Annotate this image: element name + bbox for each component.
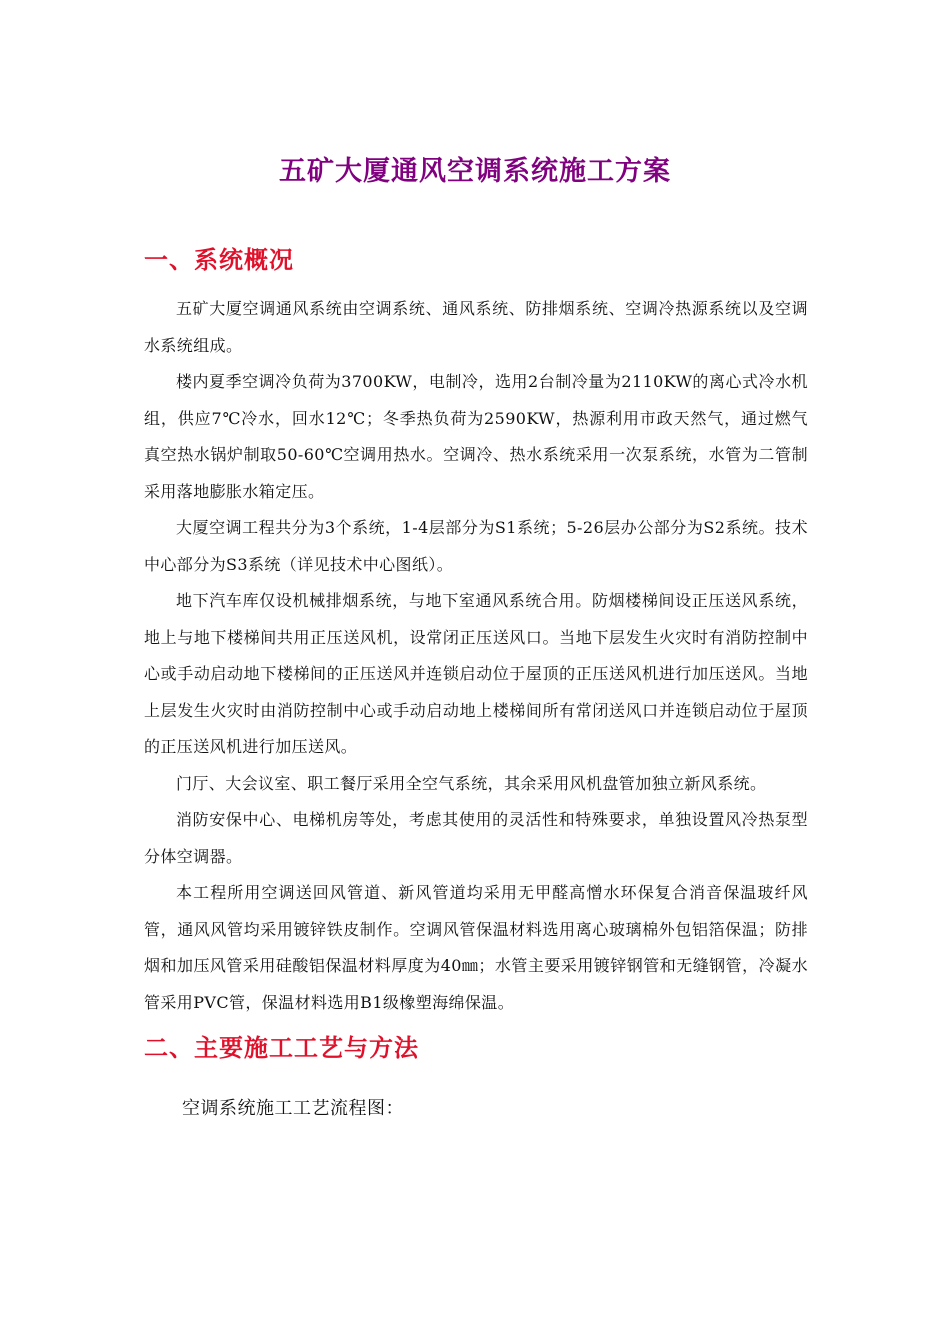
paragraph-smoke-control: 地下汽车库仅设机械排烟系统，与地下室通风系统合用。防烟楼梯间设正压送风系统，地上与地下楼梯间共用正压送风机，设常闭正压送风口。当地下层发生火灾时有消防控制中心或手动启动地下楼梯间的正压送风并连锁启动位于屋顶的正压送风机进行加压送风。当地上层发生火灾时由消防控制中心或手动启动地上楼梯间所有常闭送风口并连锁启动位于屋顶的正压送风机进行加压送风。 bbox=[144, 591, 808, 756]
paragraph-system-composition: 五矿大厦空调通风系统由空调系统、通风系统、防排烟系统、空调冷热源系统以及空调水系统组成。 bbox=[144, 299, 808, 355]
paragraph-split-air-conditioner: 消防安保中心、电梯机房等处，考虑其使用的灵活性和特殊要求，单独设置风冷热泵型分体空调器。 bbox=[144, 810, 808, 866]
paragraph-duct-materials: 本工程所用空调送回风管道、新风管道均采用无甲醛高憎水环保复合消音保温玻纤风管，通风风管均采用镀锌铁皮制作。空调风管保温材料选用离心玻璃棉外包铝箔保温；防排烟和加压风管采用硅酸铝保温材料厚度为40㎜；水管主要采用镀锌钢管和无缝钢管，冷凝水管采用PVC管，保温材料选用B1级橡塑海绵保温。 bbox=[144, 883, 808, 1012]
document-title: 五矿大厦通风空调系统施工方案 bbox=[279, 156, 671, 187]
paragraph-system-division: 大厦空调工程共分为3个系统，1-4层部分为S1系统；5-26层办公部分为S2系统。技术中心部分为S3系统（详见技术中心图纸）。 bbox=[144, 518, 808, 574]
paragraph-all-air-system: 门厅、大会议室、职工餐厅采用全空气系统，其余采用风机盘管加独立新风系统。 bbox=[176, 773, 767, 793]
section-heading-overview: 一、系统概况 bbox=[144, 245, 294, 274]
section-heading-construction-methods: 二、主要施工工艺与方法 bbox=[144, 1033, 419, 1062]
overview-body bbox=[144, 291, 808, 1021]
paragraph-cooling-heating-load: 楼内夏季空调冷负荷为3700KW，电制冷，选用2台制冷量为2110KW的离心式冷水机组，供应7℃冷水，回水12℃；冬季热负荷为2590KW，热源利用市政天然气，通过燃气真空热水锅炉制取50-60℃空调用热水。空调冷、热水系统采用一次泵系统，水管为二管制采用落地膨胀水箱定压。 bbox=[144, 372, 808, 501]
flow-chart-caption: 空调系统施工工艺流程图： bbox=[182, 1098, 404, 1119]
